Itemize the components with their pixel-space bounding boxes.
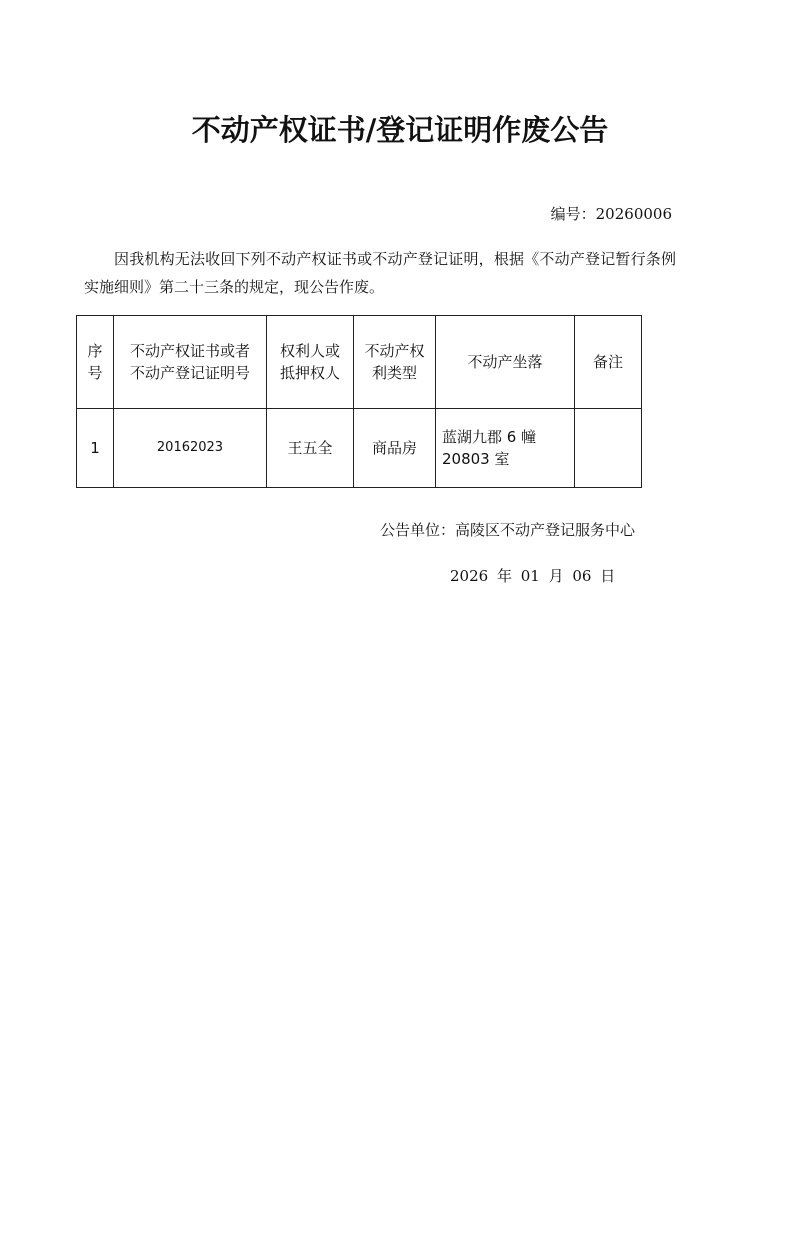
void-certificate-table [76, 315, 642, 488]
cell-remark [575, 409, 642, 488]
header-type-line-1: 不动产权 [364, 342, 425, 360]
issuer-line: 公告单位：高陵区不动产登记服务中心 [379, 521, 635, 539]
header-seq-line-1: 序 [87, 342, 103, 360]
header-seq [77, 316, 114, 409]
intro-paragraph: 因我机构无法收回下列不动产权证书或不动产登记证明，根据《不动产登记暂行条例实施细则》第二十三条的规定，现公告作废。 [84, 250, 676, 296]
header-cert-line-1: 不动产权证书或者 [129, 342, 250, 360]
page-title: 不动产权证书/登记证明作废公告 [191, 113, 609, 147]
header-right-type [354, 316, 436, 409]
cell-location: 蓝湖九郡 6 幢 20803 室 [436, 409, 575, 488]
header-holder-line-1: 权利人或 [279, 342, 340, 360]
notice-date: 2026 年 01 月 06 日 [450, 567, 616, 585]
header-holder-line-2: 抵押权人 [279, 364, 340, 382]
header-cert-line-2: 不动产登记证明号 [129, 364, 250, 382]
cell-seq: 1 [77, 409, 114, 488]
header-remark: 备注 [575, 316, 642, 409]
cell-cert-number: 20162023 [114, 409, 267, 488]
header-holder [267, 316, 354, 409]
cell-right-type: 商品房 [354, 409, 436, 488]
header-location: 不动产坐落 [436, 316, 575, 409]
header-seq-line-2: 号 [87, 364, 103, 382]
header-cert-number [114, 316, 267, 409]
table-row [77, 409, 642, 488]
table-header-row [77, 316, 642, 409]
document-number: 编号：20260006 [550, 205, 672, 223]
header-type-line-2: 利类型 [371, 364, 417, 382]
cell-holder: 王五全 [267, 409, 354, 488]
